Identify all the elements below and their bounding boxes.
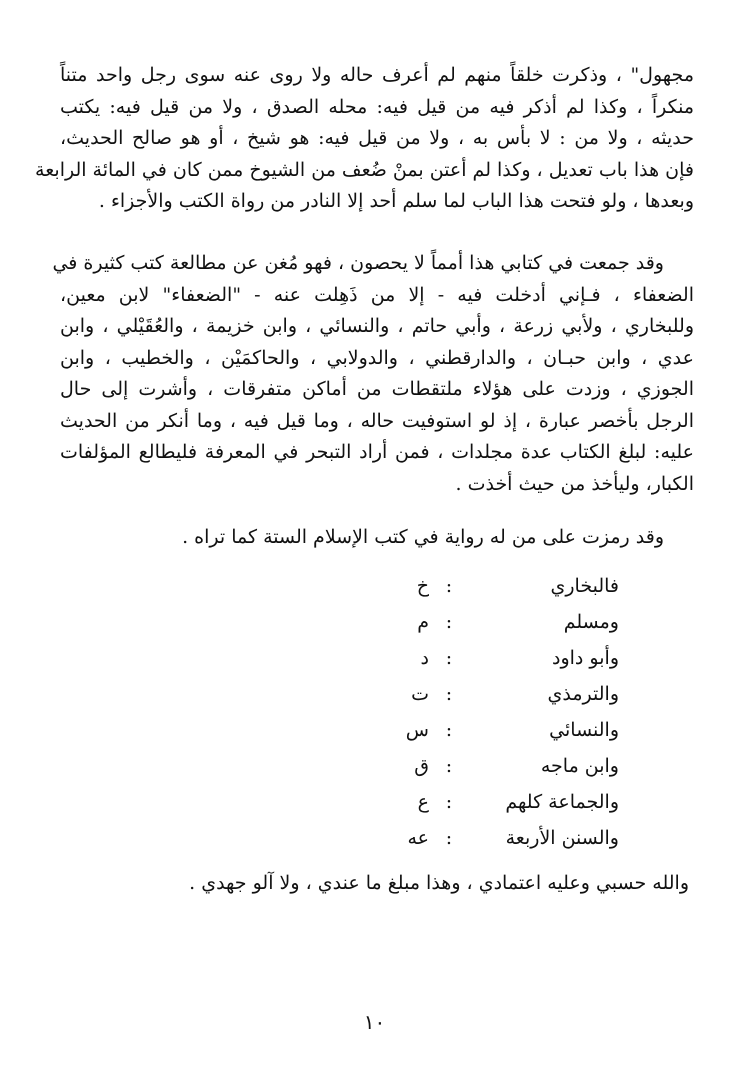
sigla-colon: :	[445, 647, 453, 669]
sigla-name: والسنن الأربعة	[505, 827, 619, 849]
sigla-colon: :	[445, 611, 453, 633]
sigla-name: والترمذي	[547, 683, 619, 705]
page-number: ١٠	[363, 1010, 386, 1034]
sigla-name: والنسائي	[549, 719, 619, 741]
sigla-code: ت	[411, 683, 429, 705]
paragraph-2	[52, 248, 694, 500]
sigla-name: ومسلم	[563, 611, 619, 633]
sigla-row	[259, 676, 619, 712]
paragraph-line: الكبار، وليأخذ من حيث أخذت .	[455, 472, 694, 495]
paragraph-line: فإن هذا باب تعديل ، وكذا لم أعتن بمنْ ضُعف من الشيوخ ممن كان في المائة الرابعة	[35, 158, 694, 181]
sigla-colon: :	[445, 719, 453, 741]
paragraph-line: حديثه ، ولا من : لا بأس به ، ولا من قيل فيه: هو شيخ ، أو هو صالح الحديث،	[60, 127, 694, 149]
sigla-code: ق	[414, 755, 429, 777]
sigla-list	[259, 568, 619, 856]
sigla-name: وأبو داود	[552, 647, 619, 669]
sigla-code: س	[405, 719, 429, 741]
sigla-row	[259, 604, 619, 640]
sigla-colon: :	[445, 791, 453, 813]
sigla-name: وابن ماجه	[540, 755, 619, 777]
sigla-row	[259, 820, 619, 856]
paragraph-line: وبعدها ، ولو فتحت هذا الباب لما سلم أحد إلا النادر من رواة الكتب والأجزاء .	[98, 190, 694, 212]
sigla-row	[259, 712, 619, 748]
sigla-colon: :	[445, 755, 453, 777]
paragraph-line: عليه: لبلغ الكتاب عدة مجلدات ، فمن أراد التبحر في المعرفة فليطالع المؤلفات	[60, 441, 694, 463]
paragraph-line: عدي ، وابن حبـان ، والدارقطني ، والدولابي ، والحاكمَيْن ، والخطيب ، وابن	[60, 346, 694, 369]
sigla-name: والجماعة كلهم	[505, 791, 619, 813]
paragraph-line: الضعفاء ، فـإني أدخلت فيه - إلا من ذَهِلت عنه - "الضعفاء" لابن معين،	[60, 283, 694, 306]
paragraph-3	[60, 522, 694, 554]
sigla-row	[259, 748, 619, 784]
sigla-code: عه	[407, 827, 429, 849]
sigla-row	[259, 640, 619, 676]
sigla-colon: :	[445, 683, 453, 705]
sigla-name: فالبخاري	[550, 575, 619, 597]
paragraph-line: وللبخاري ، ولأبي زرعة ، وأبي حاتم ، والنسائي ، وابن خزيمة ، والعُقَيْلي ، وابن	[60, 315, 694, 337]
sigla-colon: :	[445, 827, 453, 849]
closing-line: والله حسبي وعليه اعتمادي ، وهذا مبلغ ما عندي ، ولا آلو جهدي .	[189, 872, 689, 894]
sigla-code: م	[417, 611, 429, 633]
paragraph-line: منكراً ، وكذا لم أذكر فيه من قيل فيه: محله الصدق ، ولا من قيل فيه: يكتب	[60, 95, 694, 118]
sigla-code: خ	[416, 575, 429, 597]
sigla-row	[259, 784, 619, 820]
paragraph-line: وقد جمعت في كتابي هذا أمماً لا يحصون ، فهو مُغن عن مطالعة كتب كثيرة في	[52, 252, 664, 274]
paragraph-line: وقد رمزت على من له رواية في كتب الإسلام الستة كما تراه .	[182, 526, 664, 548]
paragraph-line: الرجل بأخصر عبارة ، إذ لو استوفيت حاله ، وما قيل فيه ، وما أنكر من الحديث	[60, 409, 694, 432]
sigla-code: ع	[417, 791, 429, 813]
paragraph-line: الجوزي ، وزدت على هؤلاء ملتقطات من أماكن متفرقات ، وأشرت إلى حال	[60, 378, 694, 400]
paragraph-1	[35, 60, 694, 218]
sigla-code: د	[420, 647, 429, 669]
sigla-row	[259, 568, 619, 604]
paragraph-line: مجهول" ، وذكرت خلقاً منهم لم أعرف حاله ولا روى عنه سوى رجل واحد متناً	[60, 64, 694, 86]
sigla-colon: :	[445, 575, 453, 597]
